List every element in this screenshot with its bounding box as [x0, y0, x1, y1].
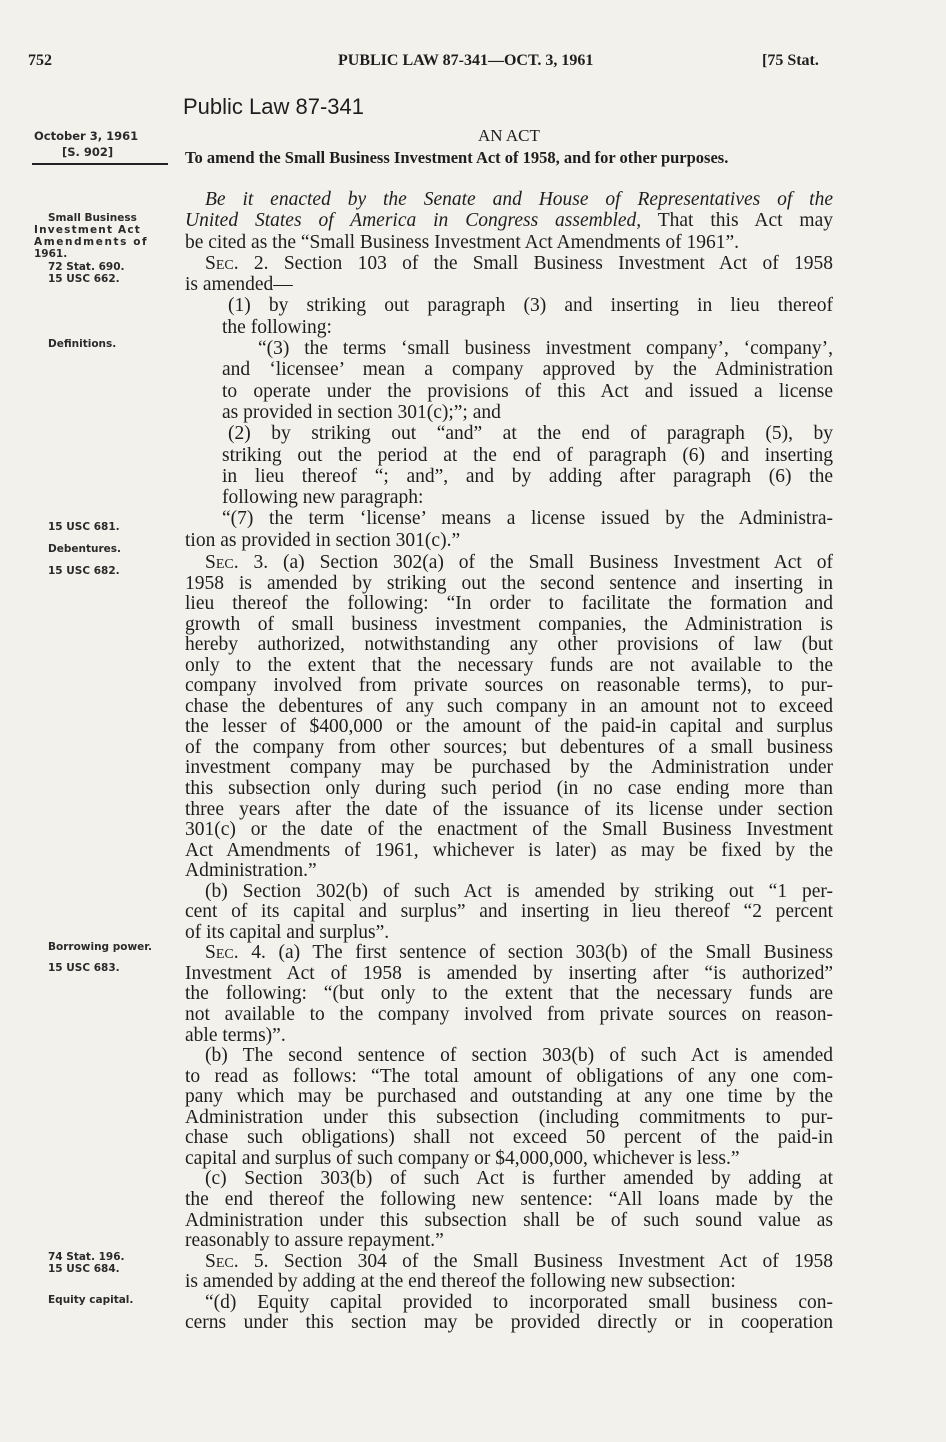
text-line: of its capital and surplus”.	[185, 921, 390, 943]
text-line: reasonably to assure repayment.”	[185, 1230, 444, 1252]
page-number: 752	[28, 52, 52, 69]
text-line: 1958 is amended by striking out the second sentence and inserting in	[185, 572, 833, 594]
text-line: the lesser of $400,000 or the amount of the paid-in capital and surplus	[185, 716, 833, 738]
text-line: (c) Section 303(b) of such Act is further amended by adding at	[205, 1168, 833, 1190]
text-line: hereby authorized, notwithstanding any other provisions of law (but	[185, 634, 833, 656]
paragraph	[185, 338, 833, 423]
section-label: Sec.	[205, 942, 239, 964]
text-line: Be it enacted by the Senate and House of Representatives of the	[205, 189, 833, 210]
text-line: chase such obligations) shall not exceed 50 percent of the paid-in	[185, 1127, 833, 1149]
text-line: Administration.”	[185, 860, 317, 882]
margin-borrowing-power: Borrowing power.	[48, 941, 152, 953]
margin-debentures: Debentures.	[48, 543, 121, 555]
act-purpose: To amend the Small Business Investment Act of 1958, and for other purposes.	[185, 148, 729, 167]
enacting-italic: United States of America in Congress assembled,	[185, 210, 642, 232]
text-line: (2) by striking out “and” at the end of paragraph (5), by	[228, 423, 833, 445]
margin-short-title-1: Small Business	[48, 212, 137, 224]
section-label: Sec.	[205, 1250, 239, 1272]
text-line: Investment Act of 1958 is amended by inserting after “is authorized”	[185, 962, 833, 984]
text-line: and ‘licensee’ mean a company approved by the Administration	[222, 359, 833, 381]
margin-bill: [S. 902]	[62, 145, 114, 159]
running-title: PUBLIC LAW 87-341—OCT. 3, 1961	[338, 52, 594, 69]
text-line: to operate under the provisions of this Act and issued a license	[222, 380, 833, 402]
text-line: be cited as the “Small Business Investment Act Amendments of 1961”.	[185, 231, 740, 253]
text-line: cerns under this section may be provided directly or in cooperation	[185, 1312, 833, 1334]
enacting-rest: That this Act may	[641, 210, 833, 232]
section-label: Sec.	[205, 252, 239, 274]
text-line: this subsection only during such period (in no case ending more than	[185, 778, 833, 800]
text-line: the end thereof the following new sentence: “All loans made by the	[185, 1188, 833, 1210]
text-line: pany which may be purchased and outstanding at any one time by the	[185, 1086, 833, 1108]
margin-cite-74-stat: 74 Stat. 196.	[48, 1251, 125, 1263]
margin-cite-15-usc-683: 15 USC 683.	[48, 962, 120, 974]
margin-cite-15-usc-681: 15 USC 681.	[48, 521, 120, 533]
text-line: Act Amendments of 1961, whichever is later) as may be fixed by the	[185, 839, 833, 861]
text-line: “(3) the terms ‘small business investment company’, ‘company’,	[258, 338, 833, 360]
text-line: lieu thereof the following: “In order to facilitate the formation and	[185, 593, 833, 615]
text-line: able terms)”.	[185, 1024, 286, 1046]
text-line	[185, 210, 833, 231]
text-line: (b) Section 302(b) of such Act is amended by striking out “1 per-	[205, 880, 833, 902]
paragraph	[185, 943, 833, 1046]
text-line: Sec. 2. Section 103 of the Small Business Investment Act of 1958	[205, 252, 833, 274]
volume-citation: [75 Stat.	[762, 52, 819, 69]
text-line: as provided in section 301(c);”; and	[222, 401, 501, 423]
paragraph	[185, 553, 833, 882]
text-line: in lieu thereof “; and”, and by adding after paragraph (6) the	[222, 465, 833, 487]
margin-cite-15-usc-662: 15 USC 662.	[48, 273, 120, 285]
text-line: tion as provided in section 301(c).”	[185, 529, 461, 551]
body-section-a	[185, 189, 833, 551]
text-line: Administration under this subsection shall be of such sound value as	[185, 1209, 833, 1231]
text-line: chase the debentures of any such company in an amount not to exceed	[185, 695, 833, 717]
text-line: following new paragraph:	[222, 487, 424, 509]
margin-cite-15-usc-684: 15 USC 684.	[48, 1263, 120, 1275]
text-line: to read as follows: “The total amount of obligations of any one com-	[185, 1065, 833, 1087]
text-line: “(d) Equity capital provided to incorporated small business con-	[205, 1291, 833, 1313]
text-line: only to the extent that the necessary funds are not available to the	[185, 654, 833, 676]
paragraph	[185, 295, 833, 338]
margin-rule	[32, 163, 168, 165]
paragraph	[185, 253, 833, 296]
enacting-clause	[185, 189, 833, 253]
text-line: capital and surplus of such company or $4,000,000, whichever is less.”	[185, 1147, 740, 1169]
paragraph	[185, 508, 833, 551]
text-line: cent of its capital and surplus” and inserting in lieu thereof “2 percent	[185, 901, 833, 923]
margin-cite-15-usc-682: 15 USC 682.	[48, 565, 120, 577]
margin-date: October 3, 1961	[34, 129, 139, 143]
paragraph	[185, 1046, 833, 1169]
text-line: striking out the period at the end of paragraph (6) and inserting	[222, 444, 833, 466]
margin-definitions: Definitions.	[48, 338, 117, 350]
text-line: the following: “(but only to the extent that the necessary funds are	[185, 983, 833, 1005]
paragraph	[185, 882, 833, 944]
text-line: (b) The second sentence of section 303(b) of such Act is amended	[205, 1045, 833, 1067]
text-line: not available to the company involved from private sources on reason-	[185, 1004, 833, 1026]
text-line: growth of small business investment companies, the Administration is	[185, 613, 833, 635]
text-line: (1) by striking out paragraph (3) and inserting in lieu thereof	[228, 295, 833, 317]
margin-cite-72-stat: 72 Stat. 690.	[48, 261, 125, 273]
margin-short-title-3: Amendments of	[34, 236, 149, 248]
margin-short-title-2: Investment Act	[34, 224, 141, 236]
text-line: 301(c) or the date of the enactment of the Small Business Investment	[185, 819, 833, 841]
act-heading: AN ACT	[478, 126, 540, 145]
text-line: company involved from private sources on reasonable terms), to pur-	[185, 675, 833, 697]
text-line: the following:	[222, 316, 332, 338]
text-line: Administration under this subsection (including commitments to pur-	[185, 1106, 833, 1128]
text-line: Sec. 3. (a) Section 302(a) of the Small Business Investment Act of	[205, 552, 833, 573]
section-label: Sec.	[205, 552, 239, 573]
paragraph	[185, 423, 833, 508]
margin-short-title-4: 1961.	[34, 248, 68, 260]
text-line: investment company may be purchased by the Administration under	[185, 757, 833, 779]
text-line: “(7) the term ‘license’ means a license issued by the Administra-	[222, 508, 833, 530]
paragraph	[185, 1293, 833, 1334]
text-line: is amended by adding at the end thereof the following new subsection:	[185, 1271, 736, 1293]
text-line: Sec. 5. Section 304 of the Small Business Investment Act of 1958	[205, 1250, 833, 1272]
paragraph	[185, 1252, 833, 1293]
law-title: Public Law 87-341	[183, 94, 365, 119]
body-section-b	[185, 553, 833, 1334]
margin-equity-capital: Equity capital.	[48, 1294, 134, 1306]
text-line: of the company from other sources; but debentures of a small business	[185, 736, 833, 758]
text-line: is amended—	[185, 274, 293, 296]
text-line: three years after the date of the issuance of its license under section	[185, 798, 833, 820]
text-line: Sec. 4. (a) The first sentence of section 303(b) of the Small Business	[205, 942, 833, 964]
paragraph	[185, 1169, 833, 1251]
